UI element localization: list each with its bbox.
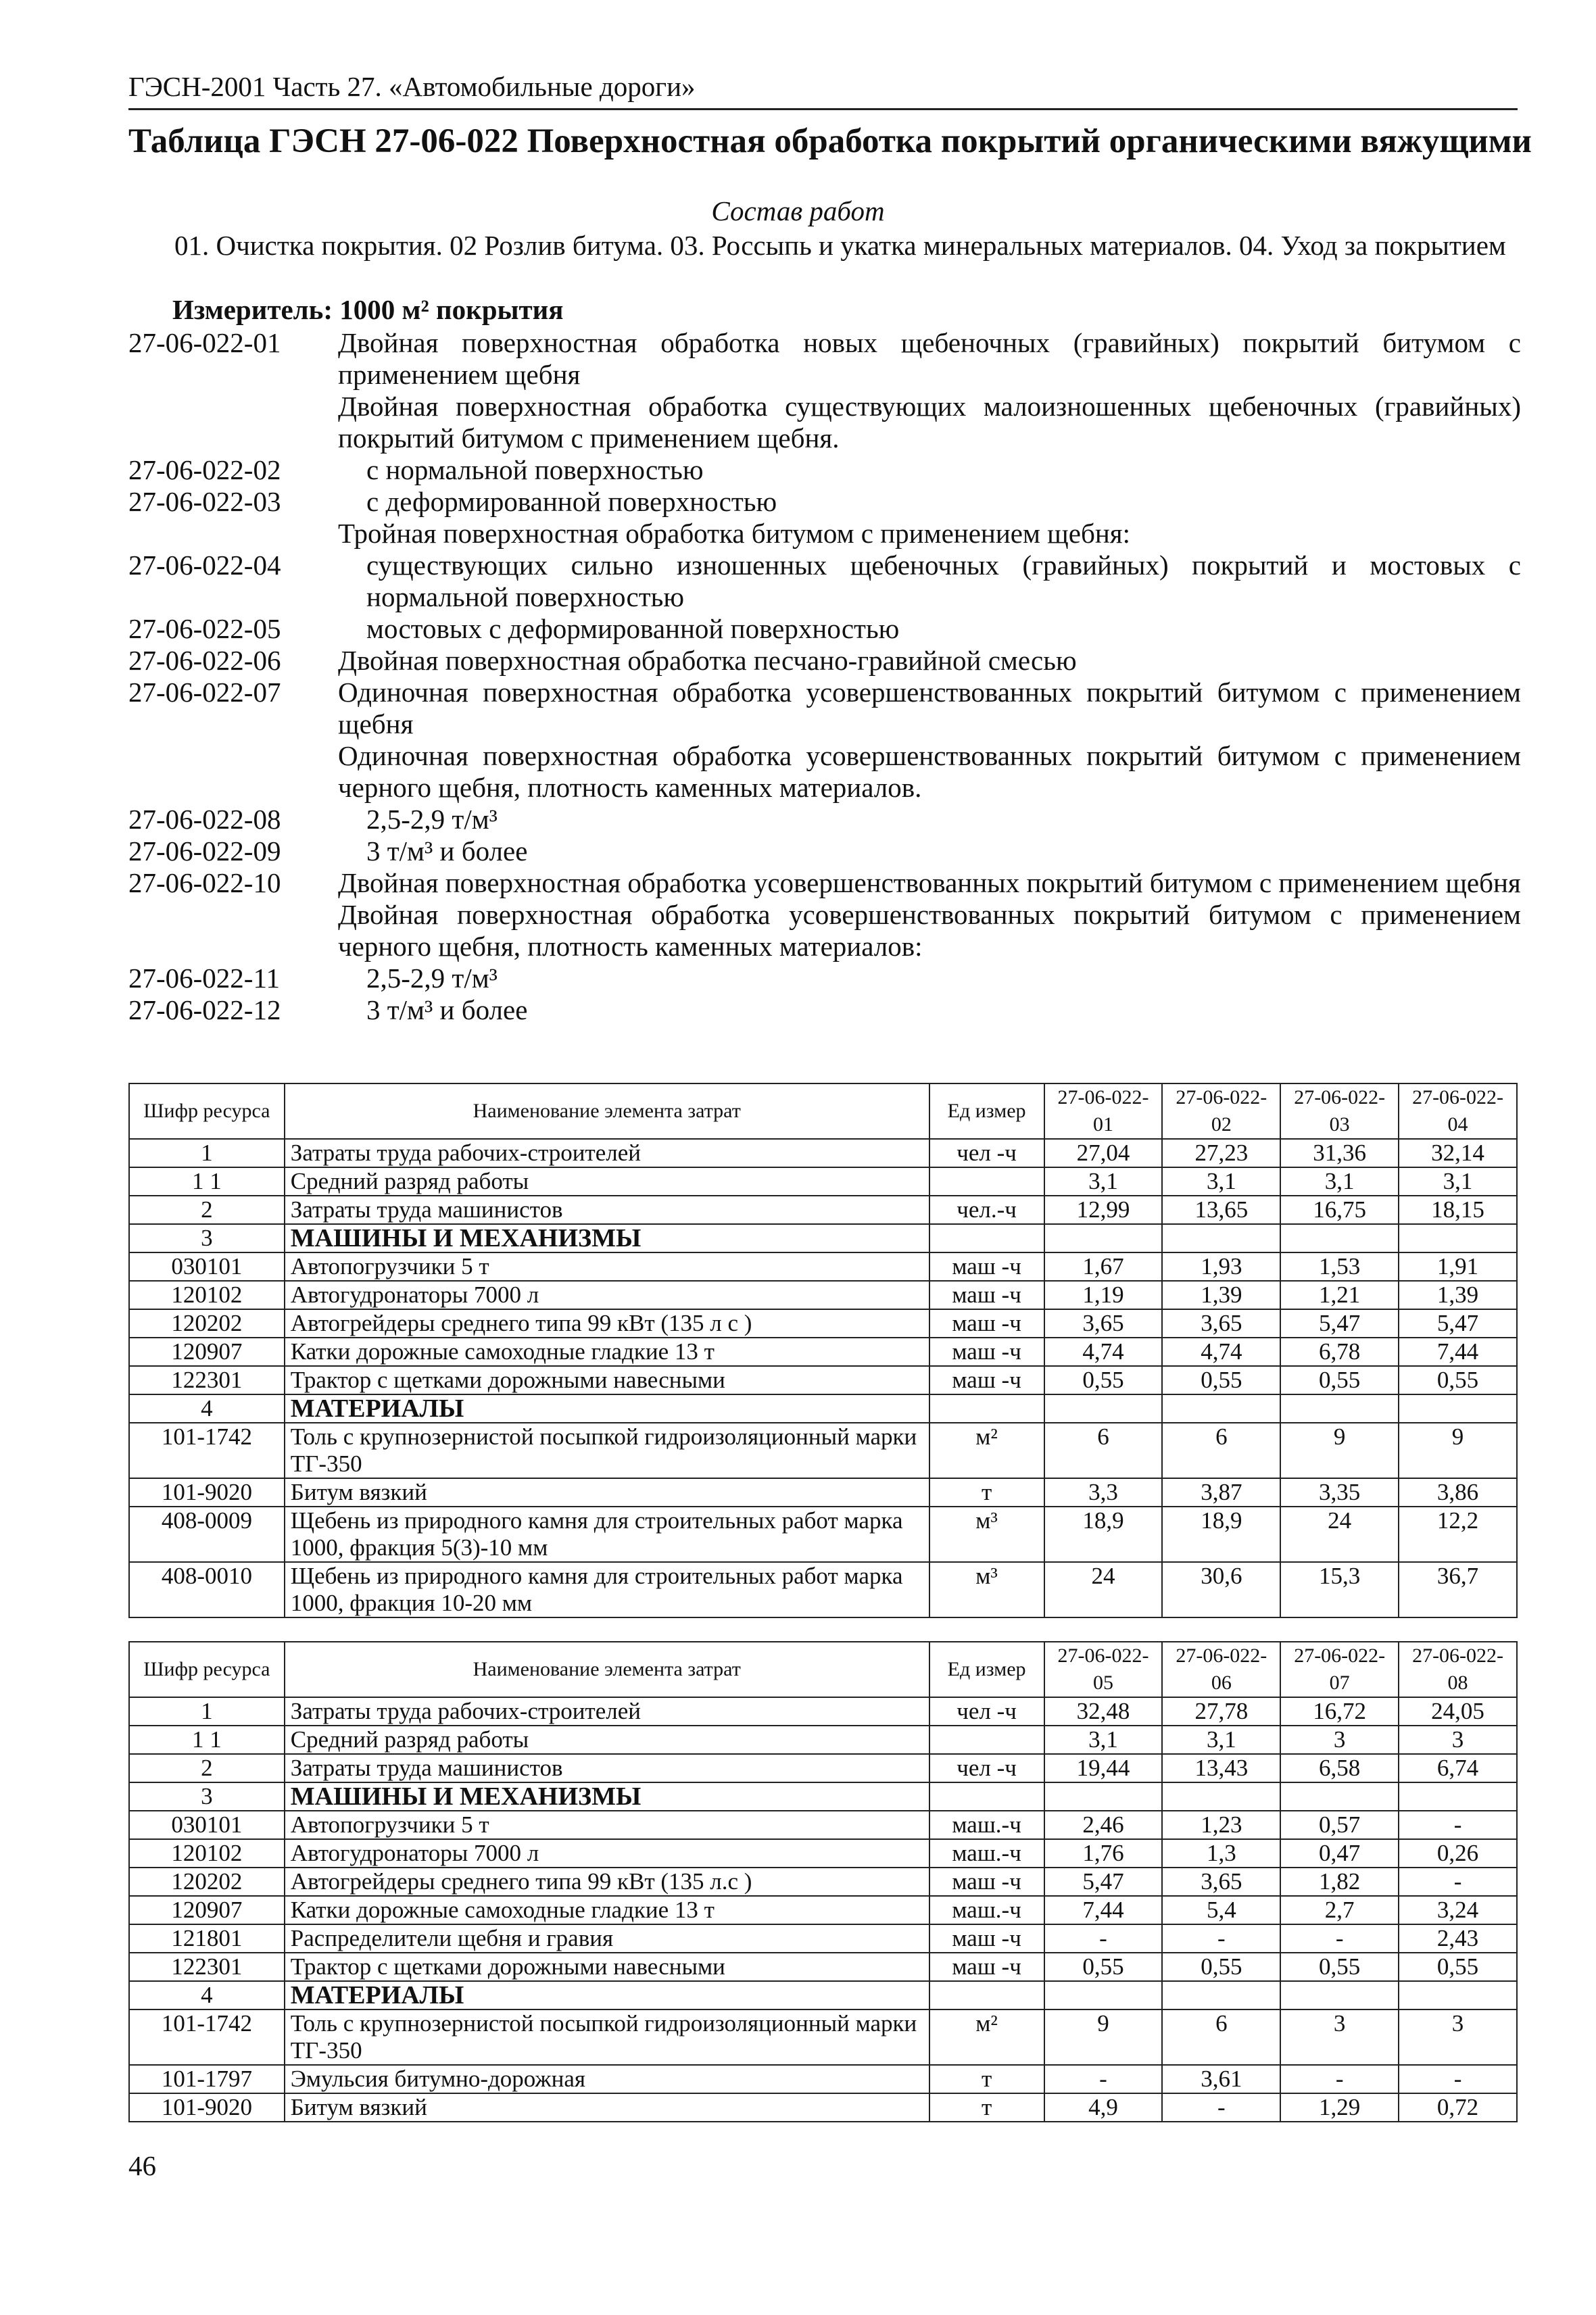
resource-code: 3: [129, 1224, 285, 1252]
composition-text: 01. Очистка покрытия. 02 Розлив битума. 03. Россыпь и укатка минеральных материалов. 04. Уход за покрытием: [174, 230, 1506, 261]
resource-unit: м²: [929, 2009, 1044, 2065]
work-description: 3 т/м³ и более: [366, 835, 528, 867]
work-code: 27-06-022-04: [128, 550, 281, 581]
resource-code: 2: [129, 1754, 285, 1782]
resource-name: Затраты труда машинистов: [285, 1754, 929, 1782]
work-code: [128, 899, 338, 962]
resource-code: 120202: [129, 1868, 285, 1896]
table-row: [129, 1839, 1517, 1868]
resource-code: 122301: [129, 1953, 285, 1981]
resource-name: Автогудронаторы 7000 л: [285, 1839, 929, 1868]
work-code: 27-06-022-10: [128, 867, 281, 898]
resource-unit: маш -ч: [929, 1309, 1044, 1338]
resource-code: 2: [129, 1196, 285, 1224]
work-description: 2,5-2,9 т/м³: [366, 804, 498, 835]
resource-value: 24: [1280, 1507, 1399, 1562]
work-description: Двойная поверхностная обработка песчано-гравийной смесью: [338, 645, 1077, 676]
resource-value: 2,46: [1044, 1811, 1163, 1839]
resource-value: 0,55: [1162, 1366, 1280, 1394]
resource-code: 120907: [129, 1896, 285, 1924]
resource-value: 18,9: [1044, 1507, 1163, 1562]
column-header: 27-06-022-02: [1162, 1083, 1280, 1139]
resource-unit: маш -ч: [929, 1281, 1044, 1309]
resource-code: 4: [129, 1981, 285, 2009]
resource-value: 24: [1044, 1562, 1163, 1617]
resource-value: 7,44: [1044, 1896, 1163, 1924]
table-row: [129, 1196, 1517, 1224]
resource-value: 1,82: [1280, 1868, 1399, 1896]
resource-value: -: [1399, 2065, 1517, 2093]
resource-code: 1: [129, 1697, 285, 1726]
resource-value: 36,7: [1399, 1562, 1517, 1617]
resource-value: -: [1044, 1924, 1163, 1953]
resource-value: 3,1: [1162, 1167, 1280, 1196]
resource-value: 9: [1280, 1423, 1399, 1478]
table-row: [129, 1478, 1517, 1507]
work-code-row: [128, 327, 1521, 391]
resource-name: Щебень из природного камня для строительных работ марка 1000, фракция 10-20 мм: [285, 1562, 929, 1617]
resource-unit: чел -ч: [929, 1139, 1044, 1167]
work-code: 27-06-022-08: [128, 804, 281, 835]
resource-unit: маш -ч: [929, 1924, 1044, 1953]
resource-value: 3,1: [1044, 1167, 1163, 1196]
table-row: [129, 1562, 1517, 1617]
resource-value: 2,43: [1399, 1924, 1517, 1953]
resource-name: Автогрейдеры среднего типа 99 кВт (135 л.с ): [285, 1868, 929, 1896]
work-description: Двойная поверхностная обработка усовершенствованных покрытий битумом с применением черного щебня, плотность каменных материалов:: [338, 899, 1521, 962]
table-row: [129, 1924, 1517, 1953]
resource-value: 0,55: [1399, 1953, 1517, 1981]
table-row: [129, 1167, 1517, 1196]
resource-value: 3,1: [1162, 1726, 1280, 1754]
work-code: 27-06-022-01: [128, 327, 281, 358]
resource-value: [1162, 1224, 1280, 1252]
resource-unit: м²: [929, 1423, 1044, 1478]
resource-value: [1044, 1224, 1163, 1252]
column-header: Наименование элемента затрат: [285, 1642, 929, 1697]
resource-value: 6: [1044, 1423, 1163, 1478]
resource-unit: м³: [929, 1507, 1044, 1562]
resource-value: 0,55: [1399, 1366, 1517, 1394]
resource-value: [1162, 1782, 1280, 1811]
resource-value: 16,75: [1280, 1196, 1399, 1224]
resource-value: 0,55: [1162, 1953, 1280, 1981]
resource-name: Автопогрузчики 5 т: [285, 1252, 929, 1281]
resource-name: Средний разряд работы: [285, 1167, 929, 1196]
table-row: [129, 2065, 1517, 2093]
resource-value: 1,23: [1162, 1811, 1280, 1839]
resource-value: 3,1: [1044, 1726, 1163, 1754]
column-header: 27-06-022-08: [1399, 1642, 1517, 1697]
resource-value: [1044, 1394, 1163, 1423]
resource-value: 1,29: [1280, 2093, 1399, 2122]
resource-value: [1399, 1394, 1517, 1423]
resource-unit: маш -ч: [929, 1868, 1044, 1896]
resource-value: 1,21: [1280, 1281, 1399, 1309]
resource-unit: т: [929, 2093, 1044, 2122]
table-row: [129, 2009, 1517, 2065]
resource-value: 6: [1162, 1423, 1280, 1478]
work-description: Тройная поверхностная обработка битумом с применением щебня:: [338, 518, 1131, 549]
work-code-row: [128, 486, 1521, 518]
table-row: [129, 1953, 1517, 1981]
resource-code: 030101: [129, 1811, 285, 1839]
resource-unit: [929, 1394, 1044, 1423]
work-description: 3 т/м³ и более: [366, 994, 528, 1025]
resource-value: 1,53: [1280, 1252, 1399, 1281]
resource-value: 3,1: [1280, 1167, 1399, 1196]
resource-value: 4,74: [1162, 1338, 1280, 1366]
work-code-row: [128, 677, 1521, 740]
resource-name: МАШИНЫ И МЕХАНИЗМЫ: [285, 1224, 929, 1252]
resource-code: 101-1742: [129, 1423, 285, 1478]
work-code-row: [128, 962, 1521, 994]
resource-value: 6,74: [1399, 1754, 1517, 1782]
resource-name: Толь с крупнозернистой посыпкой гидроизоляционный марки ТГ-350: [285, 2009, 929, 2065]
resource-name: Катки дорожные самоходные гладкие 13 т: [285, 1896, 929, 1924]
work-description: Одиночная поверхностная обработка усовершенствованных покрытий битумом с применением щебня: [338, 677, 1521, 739]
resource-name: Трактор с щетками дорожными навесными: [285, 1366, 929, 1394]
resource-name: МАШИНЫ И МЕХАНИЗМЫ: [285, 1782, 929, 1811]
resource-value: 3,65: [1162, 1868, 1280, 1896]
measure-unit: Измеритель: 1000 м² покрытия: [172, 294, 564, 325]
work-code: [128, 518, 338, 550]
column-header: 27-06-022-07: [1280, 1642, 1399, 1697]
resource-value: 3: [1280, 2009, 1399, 2065]
resource-name: Затраты труда машинистов: [285, 1196, 929, 1224]
resource-value: 1,67: [1044, 1252, 1163, 1281]
resource-value: 3,65: [1162, 1309, 1280, 1338]
resource-value: 19,44: [1044, 1754, 1163, 1782]
resource-value: [1044, 1782, 1163, 1811]
resource-value: [1399, 1782, 1517, 1811]
resource-value: 13,43: [1162, 1754, 1280, 1782]
resource-value: 3: [1280, 1726, 1399, 1754]
column-header: 27-06-022-03: [1280, 1083, 1399, 1139]
resource-value: 6,58: [1280, 1754, 1399, 1782]
table-row: [129, 2093, 1517, 2122]
work-codes-list: [128, 327, 1521, 1026]
resource-name: Затраты труда рабочих-строителей: [285, 1697, 929, 1726]
column-header: Ед измер: [929, 1083, 1044, 1139]
column-header: 27-06-022-06: [1162, 1642, 1280, 1697]
table-row: [129, 1782, 1517, 1811]
work-code: 27-06-022-05: [128, 613, 281, 644]
page-number: 46: [128, 2150, 156, 2181]
table-row: [129, 1726, 1517, 1754]
resource-name: Трактор с щетками дорожными навесными: [285, 1953, 929, 1981]
resource-value: -: [1162, 1924, 1280, 1953]
table-row: [129, 1252, 1517, 1281]
table-row: [129, 1139, 1517, 1167]
work-code-row: [128, 518, 1521, 550]
resource-value: 30,6: [1162, 1562, 1280, 1617]
resource-unit: маш.-ч: [929, 1896, 1044, 1924]
resource-value: 5,4: [1162, 1896, 1280, 1924]
resource-value: 3: [1399, 2009, 1517, 2065]
resource-value: [1399, 1981, 1517, 2009]
resource-name: Автопогрузчики 5 т: [285, 1811, 929, 1839]
work-description: существующих сильно изношенных щебеночных (гравийных) покрытий и мостовых с нормальной поверхностью: [366, 550, 1521, 612]
resource-value: [1280, 1981, 1399, 2009]
resource-value: 3,1: [1399, 1167, 1517, 1196]
work-code-row: [128, 899, 1521, 962]
work-description: мостовых с деформированной поверхностью: [366, 613, 900, 644]
resource-unit: маш -ч: [929, 1953, 1044, 1981]
resource-unit: [929, 1726, 1044, 1754]
resource-unit: чел -ч: [929, 1754, 1044, 1782]
resource-code: 121801: [129, 1924, 285, 1953]
resource-value: 0,57: [1280, 1811, 1399, 1839]
resource-name: Щебень из природного камня для строительных работ марка 1000, фракция 5(3)-10 мм: [285, 1507, 929, 1562]
work-description: Двойная поверхностная обработка новых щебеночных (гравийных) покрытий битумом с применением щебня: [338, 327, 1521, 390]
resource-value: 3,35: [1280, 1478, 1399, 1507]
table-header-row: [129, 1083, 1517, 1139]
resource-unit: маш -ч: [929, 1252, 1044, 1281]
column-header: Шифр ресурса: [129, 1642, 285, 1697]
resource-code: 4: [129, 1394, 285, 1423]
resource-name: МАТЕРИАЛЫ: [285, 1981, 929, 2009]
work-description: 2,5-2,9 т/м³: [366, 962, 498, 994]
resource-value: 32,14: [1399, 1139, 1517, 1167]
resource-table-2: [128, 1641, 1518, 2122]
resource-name: МАТЕРИАЛЫ: [285, 1394, 929, 1423]
table-row: [129, 1366, 1517, 1394]
table-row: [129, 1423, 1517, 1478]
resource-unit: м³: [929, 1562, 1044, 1617]
resource-table-1: [128, 1083, 1518, 1618]
resource-name: Средний разряд работы: [285, 1726, 929, 1754]
work-code-row: [128, 835, 1521, 867]
resource-value: 7,44: [1399, 1338, 1517, 1366]
resource-unit: маш.-ч: [929, 1839, 1044, 1868]
work-code-row: [128, 740, 1521, 804]
table-row: [129, 1338, 1517, 1366]
resource-value: 0,47: [1280, 1839, 1399, 1868]
resource-name: Автогрейдеры среднего типа 99 кВт (135 л с ): [285, 1309, 929, 1338]
resource-value: 0,55: [1280, 1953, 1399, 1981]
resource-value: 13,65: [1162, 1196, 1280, 1224]
resource-code: 1 1: [129, 1167, 285, 1196]
resource-value: 15,3: [1280, 1562, 1399, 1617]
column-header: Шифр ресурса: [129, 1083, 285, 1139]
resource-value: 2,7: [1280, 1896, 1399, 1924]
work-code: 27-06-022-02: [128, 454, 281, 485]
work-description: Одиночная поверхностная обработка усовершенствованных покрытий битумом с применением черного щебня, плотность каменных материалов.: [338, 740, 1521, 803]
table-row: [129, 1981, 1517, 2009]
resource-value: [1280, 1224, 1399, 1252]
column-header: Ед измер: [929, 1642, 1044, 1697]
work-description: Двойная поверхностная обработка усовершенствованных покрытий битумом с применением щебня: [338, 867, 1521, 898]
work-code: 27-06-022-06: [128, 645, 281, 676]
resource-code: 101-1742: [129, 2009, 285, 2065]
table-row: [129, 1868, 1517, 1896]
resource-value: 31,36: [1280, 1139, 1399, 1167]
work-code: 27-06-022-07: [128, 677, 281, 708]
resource-value: [1162, 1981, 1280, 2009]
resource-value: 0,72: [1399, 2093, 1517, 2122]
resource-value: 1,93: [1162, 1252, 1280, 1281]
resource-code: 101-9020: [129, 2093, 285, 2122]
resource-value: [1399, 1224, 1517, 1252]
resource-value: 9: [1044, 2009, 1163, 2065]
work-code-row: [128, 550, 1521, 613]
table-header-row: [129, 1642, 1517, 1697]
resource-value: 12,2: [1399, 1507, 1517, 1562]
table-title: Таблица ГЭСН 27-06-022 Поверхностная обработка покрытий органическими вяжущими: [128, 122, 1532, 160]
resource-code: 120202: [129, 1309, 285, 1338]
column-header: Наименование элемента затрат: [285, 1083, 929, 1139]
resource-name: Битум вязкий: [285, 2093, 929, 2122]
resource-code: 030101: [129, 1252, 285, 1281]
work-code: [128, 740, 338, 804]
table-row: [129, 1281, 1517, 1309]
resource-value: [1280, 1394, 1399, 1423]
resource-value: -: [1399, 1811, 1517, 1839]
column-header: 27-06-022-05: [1044, 1642, 1163, 1697]
resource-unit: т: [929, 2065, 1044, 2093]
resource-value: 3,3: [1044, 1478, 1163, 1507]
resource-value: 4,9: [1044, 2093, 1163, 2122]
resource-value: 3,61: [1162, 2065, 1280, 2093]
resource-value: 3,87: [1162, 1478, 1280, 1507]
resource-value: 3,24: [1399, 1896, 1517, 1924]
resource-value: 1,3: [1162, 1839, 1280, 1868]
resource-value: 0,55: [1044, 1953, 1163, 1981]
resource-value: 27,23: [1162, 1139, 1280, 1167]
resource-code: 408-0009: [129, 1507, 285, 1562]
resource-value: 3: [1399, 1726, 1517, 1754]
composition-label: Состав работ: [711, 195, 885, 226]
work-code: 27-06-022-03: [128, 486, 281, 517]
resource-value: 1,76: [1044, 1839, 1163, 1868]
resource-unit: [929, 1167, 1044, 1196]
work-description: с нормальной поверхностью: [366, 454, 704, 485]
resource-unit: [929, 1782, 1044, 1811]
work-code-row: [128, 391, 1521, 454]
resource-value: 1,39: [1162, 1281, 1280, 1309]
table-row: [129, 1309, 1517, 1338]
work-code-row: [128, 804, 1521, 835]
resource-value: 5,47: [1280, 1309, 1399, 1338]
resource-value: 18,15: [1399, 1196, 1517, 1224]
resource-value: [1162, 1394, 1280, 1423]
resource-unit: маш -ч: [929, 1366, 1044, 1394]
resource-unit: маш.-ч: [929, 1811, 1044, 1839]
work-description: с деформированной поверхностью: [366, 486, 777, 517]
resource-value: 1,91: [1399, 1252, 1517, 1281]
resource-name: Эмульсия битумно-дорожная: [285, 2065, 929, 2093]
resource-name: Автогудронаторы 7000 л: [285, 1281, 929, 1309]
table-row: [129, 1811, 1517, 1839]
resource-code: 120102: [129, 1839, 285, 1868]
resource-value: 5,47: [1399, 1309, 1517, 1338]
resource-value: 24,05: [1399, 1697, 1517, 1726]
resource-unit: чел -ч: [929, 1697, 1044, 1726]
resource-value: 3,86: [1399, 1478, 1517, 1507]
resource-value: 16,72: [1280, 1697, 1399, 1726]
resource-name: Распределители щебня и гравия: [285, 1924, 929, 1953]
resource-value: -: [1280, 1924, 1399, 1953]
resource-value: -: [1044, 2065, 1163, 2093]
resource-value: 0,26: [1399, 1839, 1517, 1868]
resource-value: 1,39: [1399, 1281, 1517, 1309]
resource-unit: чел.-ч: [929, 1196, 1044, 1224]
resource-unit: т: [929, 1478, 1044, 1507]
work-code: 27-06-022-11: [128, 962, 280, 994]
table-row: [129, 1896, 1517, 1924]
table-row: [129, 1394, 1517, 1423]
table-row: [129, 1697, 1517, 1726]
resource-code: 122301: [129, 1366, 285, 1394]
work-code-row: [128, 613, 1521, 645]
resource-value: 3,65: [1044, 1309, 1163, 1338]
work-code-row: [128, 454, 1521, 486]
resource-value: 9: [1399, 1423, 1517, 1478]
resource-value: 1,19: [1044, 1281, 1163, 1309]
work-code-row: [128, 867, 1521, 899]
resource-name: Катки дорожные самоходные гладкие 13 т: [285, 1338, 929, 1366]
resource-code: 3: [129, 1782, 285, 1811]
resource-value: 0,55: [1280, 1366, 1399, 1394]
resource-value: 32,48: [1044, 1697, 1163, 1726]
resource-code: 120907: [129, 1338, 285, 1366]
resource-value: -: [1162, 2093, 1280, 2122]
table-row: [129, 1507, 1517, 1562]
table-row: [129, 1754, 1517, 1782]
resource-unit: [929, 1224, 1044, 1252]
resource-value: -: [1280, 2065, 1399, 2093]
resource-value: 6,78: [1280, 1338, 1399, 1366]
resource-name: Затраты труда рабочих-строителей: [285, 1139, 929, 1167]
resource-code: 1: [129, 1139, 285, 1167]
resource-value: 6: [1162, 2009, 1280, 2065]
table-row: [129, 1224, 1517, 1252]
resource-code: 101-9020: [129, 1478, 285, 1507]
resource-value: [1280, 1782, 1399, 1811]
header-rule: [128, 108, 1518, 110]
resource-value: [1044, 1981, 1163, 2009]
work-description: Двойная поверхностная обработка существующих малоизношенных щебеночных (гравийных) покрытий битумом с применением щебня.: [338, 391, 1521, 454]
resource-value: 5,47: [1044, 1868, 1163, 1896]
resource-value: 27,78: [1162, 1697, 1280, 1726]
resource-code: 1 1: [129, 1726, 285, 1754]
work-code: 27-06-022-09: [128, 835, 281, 867]
column-header: 27-06-022-01: [1044, 1083, 1163, 1139]
column-header: 27-06-022-04: [1399, 1083, 1517, 1139]
work-code-row: [128, 994, 1521, 1026]
resource-name: Толь с крупнозернистой посыпкой гидроизоляционный марки ТГ-350: [285, 1423, 929, 1478]
resource-code: 120102: [129, 1281, 285, 1309]
resource-unit: маш -ч: [929, 1338, 1044, 1366]
resource-code: 408-0010: [129, 1562, 285, 1617]
work-code: 27-06-022-12: [128, 994, 281, 1025]
resource-unit: [929, 1981, 1044, 2009]
resource-value: 0,55: [1044, 1366, 1163, 1394]
running-head: ГЭСН-2001 Часть 27. «Автомобильные дороги»: [128, 71, 696, 102]
resource-value: 4,74: [1044, 1338, 1163, 1366]
resource-value: -: [1399, 1868, 1517, 1896]
work-code: [128, 391, 338, 454]
resource-code: 101-1797: [129, 2065, 285, 2093]
resource-value: 12,99: [1044, 1196, 1163, 1224]
resource-name: Битум вязкий: [285, 1478, 929, 1507]
work-code-row: [128, 645, 1521, 677]
resource-value: 27,04: [1044, 1139, 1163, 1167]
resource-value: 18,9: [1162, 1507, 1280, 1562]
